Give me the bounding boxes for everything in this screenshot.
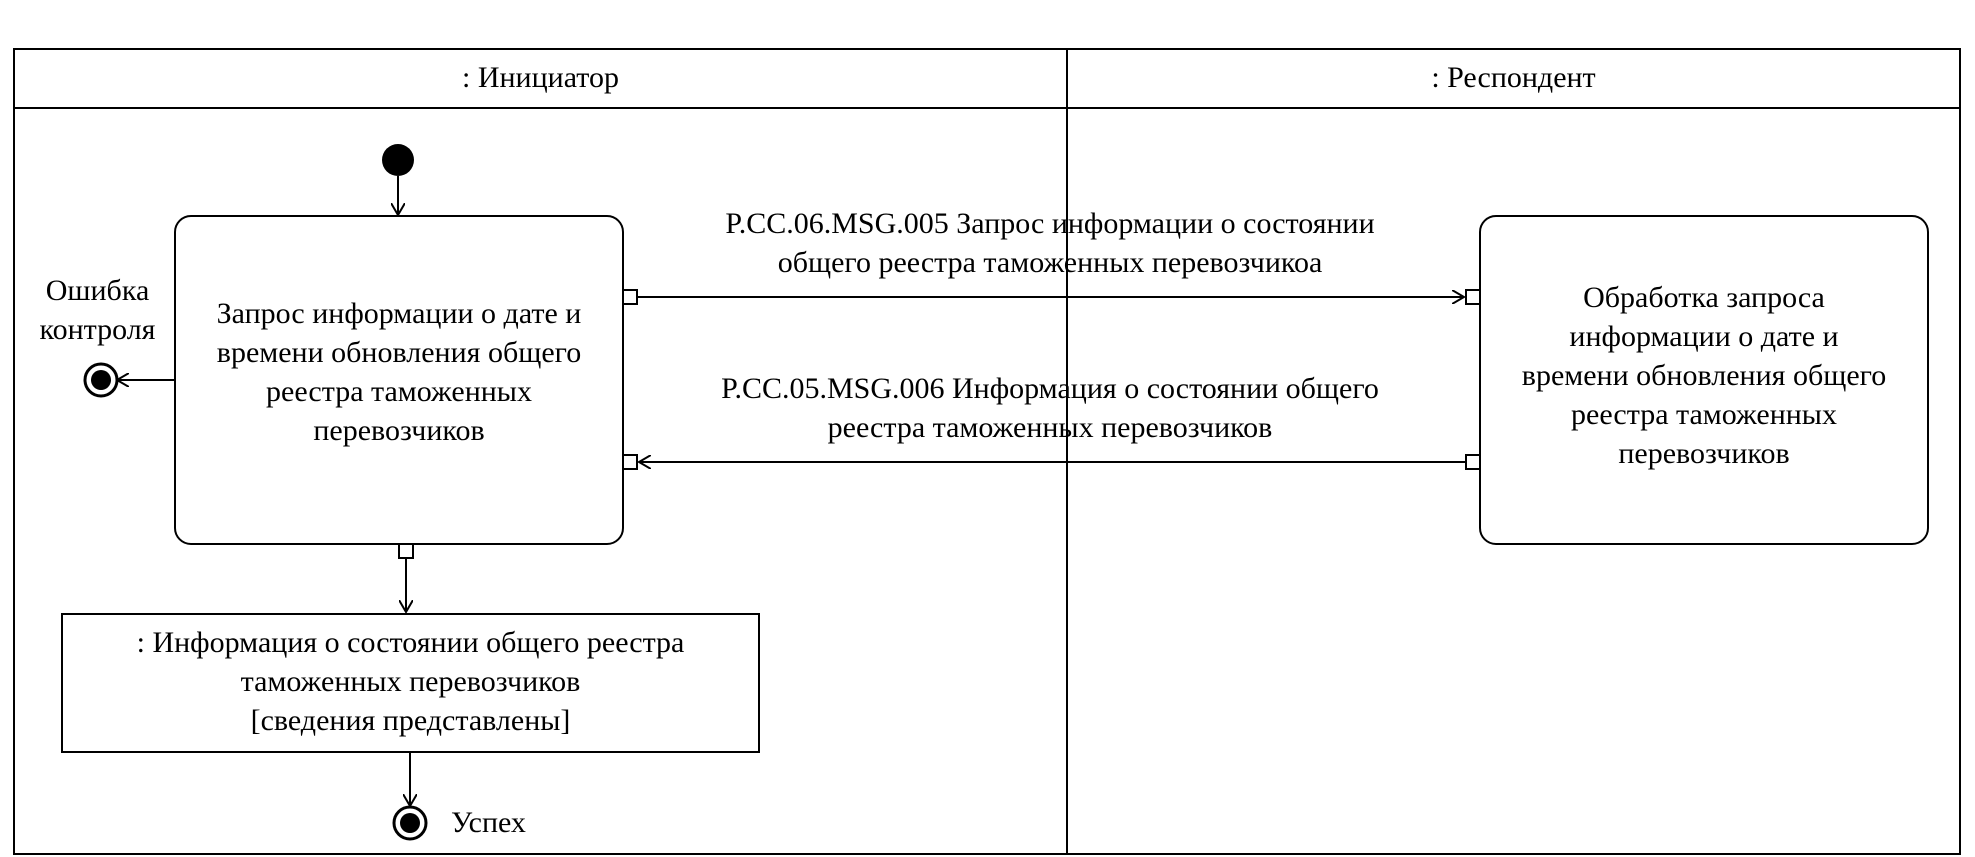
success-final-label: Успех [451, 806, 526, 839]
lane-title-respondent: : Респондент [1431, 61, 1596, 94]
input-pin-response [623, 455, 637, 469]
output-pin-result [399, 544, 413, 558]
error-final-node-core [91, 370, 111, 390]
error-final-label: Ошибка контроля [39, 274, 156, 346]
input-pin-request [1466, 290, 1480, 304]
initial-node [382, 144, 414, 176]
respondent-action-label: Обработка запроса информации о дате и времени обновления общего реестра таможенных перевозчиков [1521, 281, 1887, 470]
output-pin-request [623, 290, 637, 304]
output-pin-response [1466, 455, 1480, 469]
message-response-label: P.CC.05.MSG.006 Информация о состоянии общего реестра таможенных перевозчиков [721, 372, 1379, 444]
success-final-node-core [400, 813, 420, 833]
message-request-label: P.CC.06.MSG.005 Запрос информации о состоянии общего реестра таможенных перевозчикоа [725, 207, 1375, 279]
result-object-label: : Информация о состоянии общего реестра таможенных перевозчиков [сведения представлены] [136, 626, 685, 737]
lane-title-initiator: : Инициатор [462, 61, 619, 94]
initiator-action-label: Запрос информации о дате и времени обновления общего реестра таможенных перевозчиков [216, 297, 582, 447]
